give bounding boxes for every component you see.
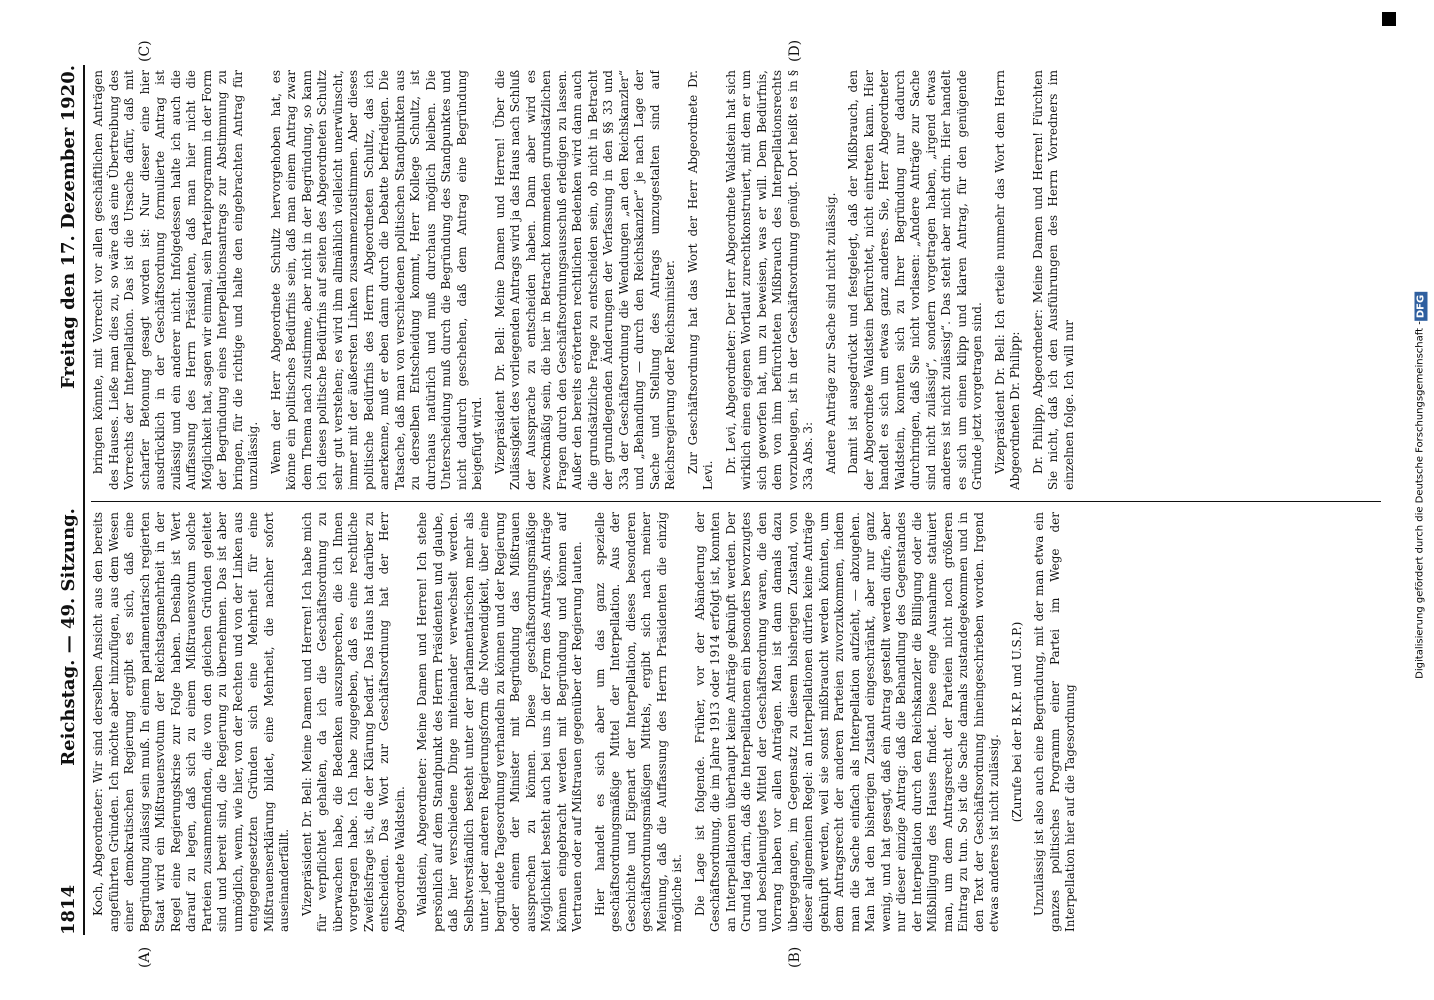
left-text-column	[91, 512, 1381, 932]
scan-marker	[1382, 12, 1396, 26]
paragraph: Vizepräsident Dr. Bell: Ich erteile nunmehr das Wort dem Herrn Abgeordneten Dr. Philipp:	[992, 70, 1022, 490]
paragraph: (Zurufe bei der B.K.P. und U.S.P.)	[1009, 621, 1024, 823]
page-header	[39, 65, 79, 935]
paragraph: Vizepräsident Dr. Bell: Meine Damen und Herren! Über die Zulässigkeit des vorliegenden Antrags wird ja das Haus nach Schluß der Aussprache zu entscheiden haben. Dann aber wird es zweckmäßig sein, die hier in Betracht kommenden grundsätzlichen Fragen durch den Geschäftsordnungsausschuß erledigen zu lassen. Außer den bereits erörterten rechtlichen Bedenken wird dann auch die grundsätzliche Frage zu entscheiden sein, ob nicht in Betracht der grundlegenden Änderungen der Verfassung in den §§ 33 und 33a der Geschäftsordnung die Wendungen „an den Reichskanzler“ und „Behandlung — durch den Reichskanzler“ je nach Lage der Sache und Stellung des Antrags umzugestalten sind auf Reichsregierung oder Reichsminister.	[492, 70, 677, 490]
digitization-text: Digitalisierung gefördert durch die Deutsche Forschungsgemeinschaft -	[1414, 321, 1426, 679]
margin-mark-c: (C)	[137, 40, 153, 62]
paragraph: Hier handelt es sich aber um das ganz spezielle geschäftsordnungsmäßige Mittel der Interpellation. Aus der Geschichte und Eigenart der Interpellation, dieses besonderen geschäftsordnungsmäßigen Mittels, ergibt sich nach meiner Meinung, daß die Auffassung des Herrn Präsidenten die einzig mögliche ist.	[592, 512, 684, 932]
paragraph: Unzulässig ist also auch eine Begründung, mit der man etwa ein ganzes politisches Programm einer Partei im Wege der Interpellation hier auf die Tagesordnung	[1032, 512, 1077, 932]
margin-mark-b: (B)	[787, 946, 803, 968]
column-divider	[91, 501, 1381, 502]
paragraph: Vizepräsident Dr. Bell: Meine Damen und Herren! Ich habe mich für verpflichtet gehalten, da ich die Geschäftsordnung zu überwachen habe, die Bedenken auszusprechen, die ich Ihnen vorgetragen habe. Ich habe zugegeben, daß es eine rechtliche Zweifelsfrage ist, die der Klärung bedarf. Das Haus hat darüber zu entscheiden. Das Wort zur Geschäftsordnung hat der Herr Abgeordnete Waldstein.	[299, 512, 407, 932]
paragraph: Andere Anträge zur Sache sind nicht zulässig.	[823, 192, 838, 474]
dfg-logo: DFG	[1415, 292, 1428, 321]
right-text-column	[91, 70, 1381, 490]
left-running-title: Reichstag. — 49. Sitzung.	[58, 508, 79, 766]
margin-mark-a: (A)	[137, 946, 153, 968]
paragraph: Damit ist ausgedrückt und festgelegt, daß der Mißbrauch, den der Abgeordnete Waldstein befürchtet, nicht eintreten kann. Hier handelt es sich um etwas ganz anderes. Sie, Herr Abgeordneter Waldstein, konnten sich zu Ihrer Begründung nur dadurch durchringen, daß Sie nicht vorlasen: „Andere Anträge zur Sache sind nicht zulässig“, sondern vorgetragen haben, „irgend etwas anderes ist nicht zulässig“. Das steht aber nicht drin. Hier handelt es sich um einen klipp und klaren Antrag, für den genügende Gründe jetzt vorgetragen sind.	[846, 70, 984, 490]
paragraph: Dr. Philipp, Abgeordneter: Meine Damen und Herren! Fürchten Sie nicht, daß ich den Ausführungen des Herrn Vorredners im einzelnen folge. Ich will nur	[1030, 70, 1076, 490]
header-rule	[83, 65, 85, 935]
rotated-document-page	[27, 20, 1407, 980]
digitization-note	[1414, 294, 1427, 679]
paragraph: bringen könnte, mit Vorrecht vor allen geschäftlichen Anträgen des Hauses. Ließe man dies zu, so wäre das eine Übertreibung des Vorrechts der Interpellation. Das ist die Ursache dafür, daß mit scharfer Betonung gesagt worden ist: Nur dieser eine hier ausdrücklich in der Geschäftsordnung formulierte Antrag ist zulässig und ein anderer nicht. Infolgedessen halte ich auch die Auffassung des Herrn Präsidenten, daß man hier nicht die Möglichkeit hat, sagen wir einmal, sein Parteiprogramm in der Form der Begründung eines Interpellationsantrags zur Abstimmung zu bringen, für die richtige und halte den eingebrachten Antrag für unzulässig.	[91, 70, 260, 490]
right-running-title: Freitag den 17. Dezember 1920.	[58, 65, 79, 389]
paragraph: Waldstein, Abgeordneter: Meine Damen und Herren! Ich stehe persönlich auf dem Standpunkt des Herrn Präsidenten und glaube, daß hier verschiedene Dinge miteinander verwechselt werden. Selbstverständlich besteht unter der parlamentarischen mehr als unter jeder anderen Regierungsform die Notwendigkeit, über eine begründete Tagesordnung verhandeln zu können und der Regierung oder einem der Minister mit Begründung das Mißtrauen aussprechen zu können. Diese geschäftsordnungsmäßige Möglichkeit besteht auch bei uns in der Form des Antrags. Anträge können eingebracht werden mit Begründung und können auf Vertrauen oder auf Mißtrauen gegenüber der Regierung lauten.	[415, 512, 584, 932]
paragraph: Dr. Levi, Abgeordneter: Der Herr Abgeordnete Waldstein hat sich wirklich einen eigenen Wortlaut zurechtkonstruiert, mit dem er um sich geworfen hat, um zu beweisen, was er will. Dem Bedürfnis, dem von ihm befürchteten Mißbrauch des Interpellationsrechts vorzubeugen, ist in der Geschäftsordnung genügt. Dort heißt es in § 33a Abs. 3:	[723, 70, 815, 490]
margin-mark-d: (D)	[787, 39, 803, 62]
paragraph: Die Lage ist folgende. Früher, vor der Abänderung der Geschäftsordnung, die im Jahre 1913 oder 1914 erfolgt ist, konnten an Interpellationen überhaupt keine Anträge geknüpft werden. Der Grund lag darin, daß die Interpellationen ein besonders bevorzugtes und beschleunigtes Mittel der Geschäftsordnung waren, die den Vorrang haben vor allen Anträgen. Man ist dann damals dazu übergegangen, im Gegensatz zu diesem bisherigen Zustand, von dieser allgemeinen Regel: an Interpellationen dürfen keine Anträge geknüpft werden, weil sie sonst mißbraucht werden könnten, um dem Antragsrecht der anderen Parteien zuvorzukommen, indem man die Sache einfach als Interpellation aufzieht, — abzugehen. Man hat den bisherigen Zustand eingeschränkt, aber nur ganz wenig, und hat gesagt, daß ein Antrag gestellt werden dürfe, aber nur dieser einzige Antrag: daß die Behandlung des Gegenstandes der Interpellation durch den Reichskanzler die Billigung oder die Mißbilligung des Hauses findet. Diese enge Ausnahme statuiert man, um dem Antragsrecht der Parteien nicht noch größeren Eintrag zu tun. So ist die Sache damals zustandegekommen und in den Text der Geschäftsordnung hineingeschrieben worden. Irgend etwas anderes ist nicht zulässig.	[692, 512, 1001, 932]
page-number: 1814	[58, 884, 79, 935]
paragraph: Koch, Abgeordneter: Wir sind derselben Ansicht aus den bereits angeführten Gründen. Ich möchte aber hinzufügen, aus dem Wesen einer demokratischen Regierung ergibt es sich, daß eine Begründung zulässig sein muß. In einem parlamentarisch regierten Staat wird ein Mißtrauensvotum der Reichstagsmehrheit in der Regel eine Regierungskrise zur Folge haben. Deshalb ist Wert darauf zu legen, daß sich zu einem Mißtrauensvotum solche Parteien zusammenfinden, die von den gleichen Gründen geleitet sind und bereit sind, die Regierung zu übernehmen. Das ist aber unmöglich, wenn, wie hier, von der Rechten und von der Linken aus entgegengesetzten Gründen sich eine Mehrheit für eine Mißtrauenserklärung bildet, eine Mehrheit, die nachher sofort auseinanderfällt.	[91, 512, 291, 932]
paragraph: Wenn der Herr Abgeordnete Schultz hervorgehoben hat, es könne ein politisches Bedürfnis sein, daß man einem Antrag zwar dem Thema nach zustimme, aber nicht in der Begründung, so kann ich dieses politische Bedürfnis auf seiten des Abgeordneten Schultz sehr gut verstehen; es wird ihm allmählich vielleicht unerwünscht, immer mit der äußersten Linken zusammenzustimmen. Aber dieses politische Bedürfnis des Herrn Abgeordneten Schultz, das ich anerkenne, muß er eben dann durch die Debatte befriedigen. Die Tatsache, daß man von verschiedenen politischen Standpunkten aus zu derselben Entscheidung kommt, Herr Kollege Schultz, ist durchaus natürlich und muß durchaus möglich bleiben. Die Unterscheidung muß durch die Begründung des Standpunktes und nicht dadurch geschehen, daß dem Antrag eine Begründung beigefügt wird.	[268, 70, 484, 490]
paragraph: Zur Geschäftsordnung hat das Wort der Herr Abgeordnete Dr. Levi.	[685, 70, 715, 490]
